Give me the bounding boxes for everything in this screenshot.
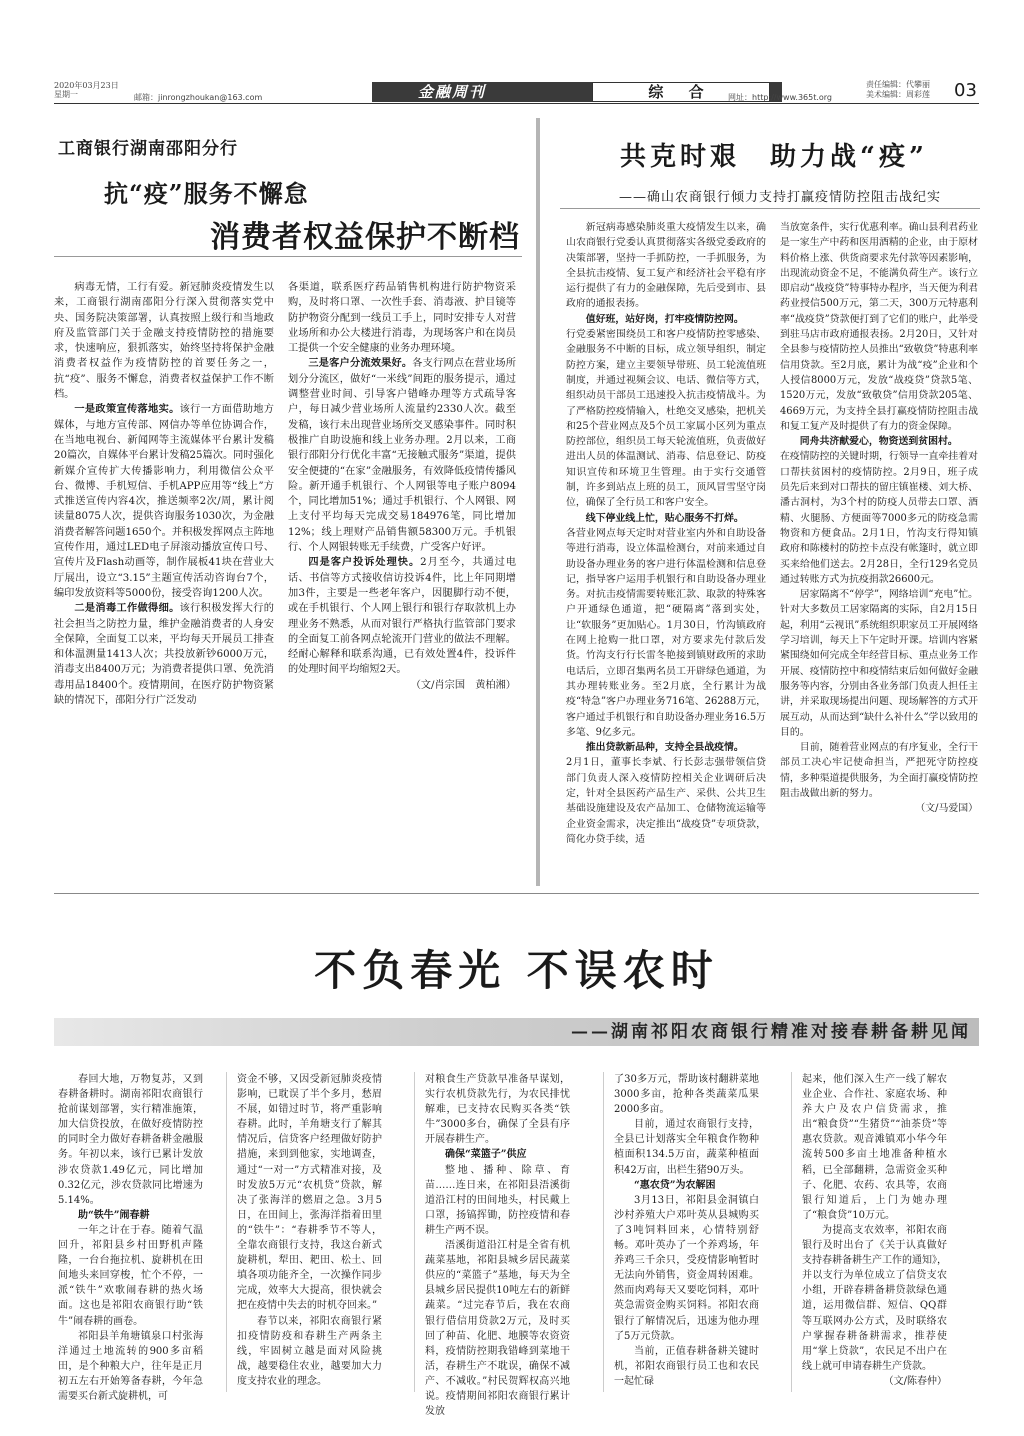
column-rule	[414, 1072, 415, 1392]
paragraph: 3月13日，祁阳县金洞镇白沙村养殖大户邓叶英从县城购买了3吨饲料回来，心情特别舒畅。邓叶英办了一个养鸡场，年养鸡三千余只，受疫情影响暂时无法向外销售，资金周转困难。然而肉鸡每天又要吃饲料，邓叶英急需资金购买饲料。祁阳农商银行了解情况后，迅速为他办理了5万元贷款。	[614, 1194, 759, 1342]
paragraph: 起来，他们深入生产一线了解农业企业、合作社、家庭农场、种养大户及农户信贷需求，推出“粮食贷”“生猪贷”“油茶贷”等惠农贷款。观音滩镇邓小华今年流转500多亩土地准备种植水稻，已全部翻耕，急需资金买种子、化肥、农药、农具等，农商银行知道后，上门为她办理了“粮食贷”10万元。	[802, 1074, 947, 1221]
section-name: 综 合	[648, 83, 714, 101]
issue-weekday: 星期一	[54, 90, 78, 99]
column-rule	[603, 1072, 604, 1392]
bottom-article-column-5	[802, 1072, 947, 1389]
bottom-subtitle-band	[54, 1018, 979, 1046]
paragraph: 在疫情防控的关键时期，行领导一直牵挂着对口帮扶贫困村的疫情防控。2月9日，班子成员先后来到对口帮扶的留庄镇崔楼、刘大桥、潘古洞村，为3个村的防疫人员带去口罩、酒精、火腿肠、方便面等7000多元的防疫急需物资和方便食品。2月1日，竹沟支行得知镇政府和陈楼村的防控卡点没有帐篷时，就立即买来给他们送去。2月28日，全行129名党员通过转账方式为抗疫捐款26600元。	[780, 451, 978, 585]
paragraph: 整地、播种、除草、育苗……连日来，在祁阳县浯溪街道沿江村的田间地头，村民戴上口罩，扬镐挥锄，防控疫情和春耕生产两不误。	[425, 1164, 570, 1236]
byline: （文/陈春仲）	[883, 1375, 947, 1387]
bottom-article-column-2	[237, 1072, 382, 1389]
paragraph: 春节以来，祁阳农商银行紧扣疫情防疫和春耕生产两条主线，牢固树立越是面对风险挑战，越要稳住农业，越要加大力度支持农业的理念。	[237, 1315, 382, 1387]
website: 网址：http://www.365t.org	[728, 93, 833, 102]
subheading: 值好班，站好岗，打牢疫情防控网。	[585, 313, 744, 325]
subheading: 同舟共济献爱心，物资送到贫困村。	[799, 436, 958, 448]
masthead-band	[372, 82, 782, 102]
paragraph-lead: 四是客户投诉处理快。	[308, 556, 421, 569]
page-number: 03	[954, 80, 977, 101]
paragraph	[54, 402, 274, 601]
paragraph: 浯溪街道沿江村是全省有机蔬菜基地，祁阳县城乡居民蔬菜供应的“菜篮子”基地，每天为全县城乡居民提供10吨左右的新鲜蔬菜。“过完春节后，我在农商银行借信用贷款2万元，及时买回了种苗、化肥、地膜等农资资料，疫情防控期我错峰到菜地干活，春耕生产不耽误，确保不减产、不减收。”村民贺辉权高兴地说。疫情期间祁阳农商银行累计发放	[425, 1240, 570, 1418]
issue-date-text: 2020年03月23日	[54, 81, 119, 90]
issue-date	[54, 81, 119, 99]
paragraph-lead: 一是政策宣传落地实。	[74, 403, 180, 416]
paragraph-text: 该行一方面借助地方媒体，与地方宣传部、网信办等单位协调合作，在当地电视台、新闻网等主流媒体平台累计发稿20篇次，自媒体平台累计发稿25篇次。同时强化新媒介宣传扩大传播影响力，利用微信公众平台、微博、手机短信、手机APP应用等“线上”方式推送宣传内容4次，推送频率2次/周，累计阅读量8075人次，提供咨询服务1030次，为金融消费者解答问题1650个。并积极发挥网点主阵地宣传作用，通过LED电子屏滚动播放宣传口号、宣传片及Flash动画等，制作展板41块在营业大厅展出，设立“3.15”主题宣传活动咨询台7个，编印发放资料等5000份，接受咨询1200人次。	[54, 404, 274, 599]
art-editor: 美术编辑：周彩莲	[866, 90, 930, 99]
left-article-column-2	[288, 280, 516, 693]
paragraph-text: 该行积极发挥大行的社会担当之防控力量，维护金融消费者的人身安全保障，全面复工以来，平均每天开展员工排查和体温测量1413人次；共投放新钞6000万元，消毒支出8400万元；为消费者提供口罩、免洗消毒用品18400个。疫情期间，在医疗防护物资紧缺的情况下，邵阳分行广泛发动	[54, 603, 274, 707]
paragraph: 2月1日，董事长李斌、行长彭志强带领信贷部门负责人深入疫情防控相关企业调研后决定，针对全县医药产品生产、采供、公共卫生基础设施建设及农产品加工、仓储物流运输等企业资金需求，决定推出“战疫贷”专项贷款，简化办贷手续，适	[566, 757, 766, 845]
left-article-kicker: 工商银行湖南邵阳分行	[58, 139, 238, 159]
paragraph-text: 各支行网点在营业场所划分分流区，做好“一米线”间距的服务提示，通过调整营业时间、引导客户错峰办理等方式疏导客户，每日减少营业场所人流量约2330人次。截至发稿，该行未出现营业场所交叉感染事件。同时积极推广自助设施和线上业务办理。2月以来，工商银行邵阳分行优化丰富“无接触式服务”渠道，提供安全便捷的“在家”金融服务，有效降低疫情传播风险。新开通手机银行、个人网银等电子账户8094个，同比增加51%；通过手机银行、个人网银、网上支付平均每天完成交易184976笔，同比增加12%；线上理财产品销售额58300万元。手机银行、个人网银转账无手续费，广受客户好评。	[288, 358, 516, 554]
paragraph: 对粮食生产贷款早准备早谋划，实行农机贷款先行，为农民排忧解难，已支持农民购买各类“铁牛”3000多台，确保了全县有序开展春耕生产。	[425, 1074, 570, 1146]
subheading: 推出贷款新品种，支持全县战疫情。	[585, 742, 744, 754]
paragraph: 一年之计在于春。随着气温回升，祁阳县乡村田野机声隆隆，一台台拖拉机、旋耕机在田间地头来回穿梭，忙个不停，一派“铁牛”欢歌闹春耕的热火场面。这也是祁阳农商银行助“铁牛”闹春耕的画卷。	[58, 1224, 203, 1327]
paragraph: 居家隔离不“停学”，网络培训“充电”忙。针对大多数员工居家隔离的实际，自2月15日起，利用“云视讯”系统组织职家员工开展网络学习培训，每天上下午定时开课。培训内容紧紧围绕如何完成全年经营目标、重点业务工作开展、疫情防控中和疫情结束后如何做好金融服务等内容，分别由各业务部门负责人担任主讲，并采取现场提出问题、现场解答的方式开展互动，从而达到“缺什么补什么”学以致用的目的。	[780, 589, 978, 738]
paragraph	[288, 356, 516, 555]
paragraph: 了30多万元，帮助该村翻耕菜地3000多亩，抢种各类蔬菜瓜果2000多亩。	[614, 1074, 759, 1116]
horizontal-divider	[54, 893, 979, 894]
column-rule	[791, 1072, 792, 1392]
column-rule	[226, 1072, 227, 1392]
paragraph: 目前，随着营业网点的有序复业，全行干部员工决心牢记使命担当，严把死守防控疫情，多种渠道提供服务，为全面打赢疫情防控阻击战做出新的努力。	[780, 742, 978, 799]
right-article-title: 共克时艰 助力战“疫”	[620, 142, 928, 172]
page-header	[54, 80, 979, 104]
byline: （文/马爱国）	[915, 803, 978, 815]
right-title-rule	[560, 208, 980, 209]
right-article-column-1	[566, 220, 766, 847]
subheading: 助“铁牛”闹春耕	[78, 1209, 150, 1221]
paragraph: 病毒无情，工行有爱。新冠肺炎疫情发生以来，工商银行湖南邵阳分行深入贯彻落实党中央、国务院决策部署，认真按照上级行和当地政府及监管部门关于金融支持疫情防控的措施要求，快速响应，狠抓落实，始终坚持将保护金融消费者权益作为疫情防控的首要任务之一，抗“疫”、服务不懈怠，消费者权益保护工作不断档。	[54, 282, 274, 401]
right-article-column-2	[780, 220, 978, 817]
right-article-subtitle: ——确山农商银行倾力支持打赢疫情防控阻击战纪实	[618, 190, 941, 205]
paragraph-text: 2月至今，共通过电话、书信等方式接收信访投诉4件，比上年同期增加3件，主要是一些老年客户，因腿脚行动不便，或在手机银行、个人网上银行和银行存取款机上办理业务不熟悉，从而对银行严格执行监管部门要求的全面复工前各网点轮流开门营业的做法不理解。经耐心解释和联系沟通，已有效处置4件，投诉件的处理时间平均缩短2天。	[288, 557, 517, 676]
vertical-divider	[536, 118, 540, 886]
subheading: 确保“菜篮子”供应	[445, 1149, 527, 1161]
paragraph: 各渠道，联系医疗药品销售机构进行防护物资采购，及时将口罩、一次性手套、消毒液、护目镜等防护物资分配到一线员工手上，同时安排专人对营业场所和办公大楼进行消毒，为现场客户和在岗员工提供一个安全健康的业务办理环境。	[288, 282, 516, 355]
left-title-rule	[54, 256, 522, 257]
responsible-editor: 责任编辑：代攀丽	[866, 80, 930, 89]
paragraph: 目前，通过农商银行支持，全县已计划落实全年粮食作物种植面积134.5万亩，蔬菜种植面积42万亩，出栏生猪90万头。	[614, 1119, 759, 1176]
paragraph: 祁阳县羊角塘镇泉口村张海洋通过土地流转的900多亩稻田，是个种粮大户，往年是正月初五左右开始筹备春耕，今年急需要买台新式旋耕机，可	[58, 1330, 203, 1402]
paragraph: 春回大地，万物复苏，又到春耕备耕时。湖南祁阳农商银行抢前谋划部署，实行精准施策，加大信贷投放，在做好疫情防控的同时全力做好春耕备耕金融服务。年初以来，该行已累计发放涉农贷款1.49亿元，同比增加0.32亿元，涉农贷款同比增速为5.14%。	[58, 1074, 203, 1206]
paragraph: 行党委紧密围绕员工和客户疫情防控零感染、金融服务不中断的目标，成立领导组织，制定防控方案，建立主要领导带班、员工轮流值班制度，并通过视频会议、电话、微信等方式，组织动员干部员工迅速投入抗击疫情战斗。为了严格防控疫情输入，杜绝交叉感染，把机关和25个营业网点及5个员工家属小区列为重点防控部位，组织员工每天轮流值班，负责做好进出人员的体温测试、消毒、信息登记、防疫知识宣传和环境卫生管理。由于实行交通管制，许多到站点上班的员工，顶风冒雪坚守岗位，确保了全行员工和客户安全。	[566, 329, 766, 509]
paragraph: 资金不够，又因受新冠肺炎疫情影响，已耽误了半个多月，愁眉不展，如错过时节，将严重影响春耕。此时，羊角塘支行了解其情况后，信贷客户经理做好防护措施，来到到他家，实地调查，通过“一对一”方式精准对接，及时发放5万元“农机贷”贷款，解决了张海洋的燃眉之急。3月5日，在田间上，张海洋指着田里的“铁牛”：“春耕季节不等人，全靠农商银行支持，我这台新式旋耕机，犁田、耙田、松土、回填各项功能齐全，一次操作同步完成，效率大大提高，很快就会把在疫情中失去的时机夺回来。”	[237, 1074, 382, 1312]
paragraph-lead: 二是消毒工作做得细。	[74, 602, 180, 615]
paragraph	[54, 601, 274, 708]
paragraph: 各营业网点每天定时对营业室内外和自助设备等进行消毒，设立体温检测台，对前来通过自助设备办理业务的客户进行体温检测和信息登记，指导客户运用手机银行和自助设备办理业务。对抗击疫情需要转账汇款、取款的特殊客户开通绿色通道，把“硬隔离”落到实处，让“软服务”更加贴心。1月30日，竹沟镇政府在网上抢购一批口罩，对方要求先付款后发货。竹沟支行行长雷冬艳接到镇财政所的求助电话后，立即召集两名员工开辟绿色通道，为其办理转账业务。至2月底，全行累计为战疫“特急”客户办理业务716笔、26288万元，客户通过手机银行和自助设备办理业务16.5万多笔、9亿多元。	[566, 527, 766, 738]
left-article-subtitle: 消费者权益保护不断档	[210, 220, 520, 255]
bottom-article-column-4	[614, 1072, 759, 1389]
paragraph: 当前，正值春耕备耕关键时机，祁阳农商银行员工也和农民一起忙碌	[614, 1345, 759, 1387]
paragraph-lead: 三是客户分流效果好。	[308, 357, 413, 370]
paragraph: 为提高支农效率，祁阳农商银行及时出台了《关于认真做好支持春耕备耕生产工作的通知》，并以支行为单位成立了信贷支农小组，开辟春耕备耕贷款绿色通道，运用微信群、短信、QQ群等互联网办公方式，及时联络农户掌握春耕备耕需求，推荐使用“掌上贷款”，农民足不出户在线上就可申请春耕生产贷款。	[802, 1224, 947, 1372]
editors	[866, 80, 930, 100]
left-article-column-1	[54, 280, 274, 708]
paragraph: 新冠病毒感染肺炎重大疫情发生以来，确山农商银行党委认真贯彻落实各级党委政府的决策部署，坚持一手抓防控，一手抓服务，为全县抗击疫情、复工复产和经济社会平稳有序运行提供了有力的金融保障，先后受到市、县政府的通报表扬。	[566, 222, 766, 310]
paragraph: 当放宽条件，实行优惠利率。确山县利君药业是一家生产中药和医用酒精的企业，由于原材料价格上涨、供货商要求先付款等因素影响，出现流动资金不足，不能满负荷生产。该行立即启动“战疫贷”特事特办程序，当天便为利君药业授信500万元，第二天，300万元特惠利率“战疫贷”贷款便打到了它们的账户，此举受到驻马店市政府通报表扬。2月20日，又针对全县参与疫情防控人员推出“致敬贷”特惠利率信用贷款。至2月底，累计为战“疫”企业和个人授信8000万元，发放“战疫贷”贷款5笔、1520万元，发放“致敬贷”信用贷款205笔、4669万元，为支持全县打赢疫情防控阻击战和复工复产及时提供了有力的资金保障。	[780, 222, 978, 432]
bottom-article-title: 不负春光 不误农时	[314, 946, 719, 995]
left-article-title: 抗“疫”服务不懈怠	[104, 179, 309, 208]
publication-brand: 金融周刊	[418, 83, 487, 101]
bottom-article-column-1	[58, 1072, 203, 1404]
paragraph	[288, 555, 516, 677]
contact-email: 邮箱：jinrongzhoukan@163.com	[134, 93, 263, 102]
byline: （文/肖宗国 黄柏湘）	[410, 679, 516, 691]
subheading: “惠农贷”为农解困	[634, 1179, 716, 1191]
bottom-article-subtitle: ——湖南祁阳农商银行精准对接春耕备耕见闻	[571, 1022, 971, 1042]
subheading: 线下停业线上忙，贴心服务不打烊。	[585, 512, 744, 524]
bottom-article-column-3	[425, 1072, 570, 1419]
